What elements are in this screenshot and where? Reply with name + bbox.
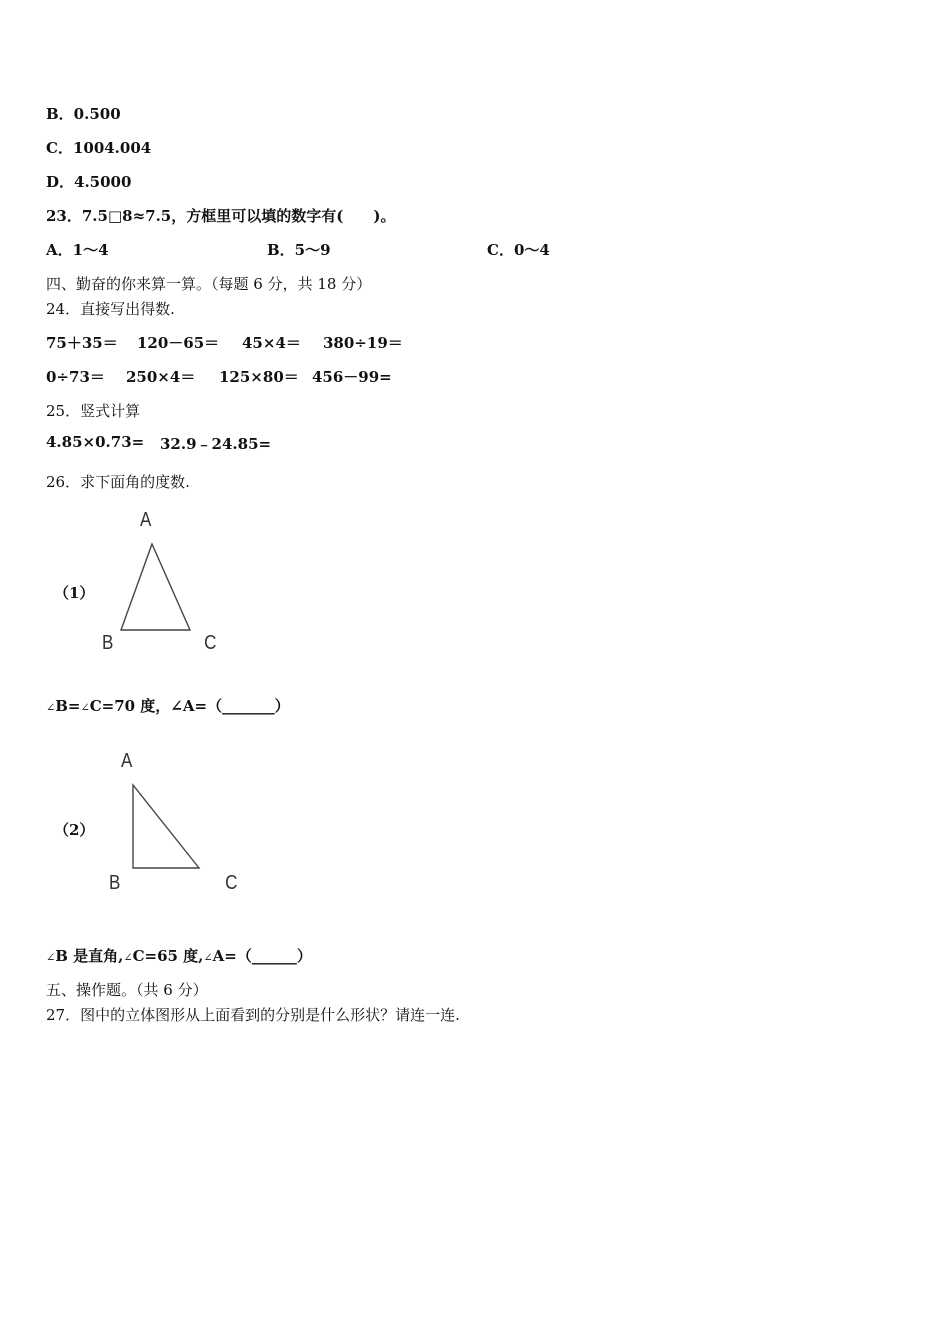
q24-row2-item: 250×4＝ (126, 368, 196, 386)
angle-symbol: ∠ (46, 951, 56, 964)
question-25-stem: 25．竖式计算 (46, 402, 141, 420)
q23-option-c: C．0～4 (487, 241, 550, 259)
q26-part2-answer (46, 945, 312, 966)
q24-row1-item: 120－65＝ (137, 334, 220, 352)
angle-c-text: C=65 度, (132, 947, 204, 965)
section-5-heading: 五、操作题。（共 6 分） (46, 981, 208, 999)
q24-row1-item: 380÷19＝ (323, 334, 403, 352)
angle-a-blank: A=（______） (212, 947, 312, 965)
option-c: C．1004.004 (46, 139, 152, 157)
angle-symbol: ∠ (123, 951, 133, 964)
angle-symbol: ∠ (203, 951, 213, 964)
question-23-stem: 23．7.5□8≈7.5，方框里可以填的数字有( )。 (46, 207, 396, 225)
option-d: D．4.5000 (46, 173, 132, 191)
triangle-shape (133, 785, 199, 868)
vertex-c-label: C (225, 872, 238, 894)
q25-item: 32.9﹣24.85= (160, 435, 272, 453)
vertex-a-label: A (121, 750, 133, 772)
q24-row2-item: 125×80＝ (219, 368, 299, 386)
option-b: B．0.500 (46, 105, 121, 123)
vertex-a-label: A (140, 509, 152, 531)
question-27-stem: 27．图中的立体图形从上面看到的分别是什么形状？请连一连. (46, 1006, 460, 1024)
q26-part1-answer (46, 695, 290, 716)
q25-item: 4.85×0.73= (46, 433, 145, 451)
section-4-heading: 四、勤奋的你来算一算。（每题 6 分，共 18 分） (46, 275, 372, 293)
vertex-c-label: C (204, 632, 217, 654)
vertex-b-label: B (102, 632, 114, 654)
q26-part2-label: （2） (54, 821, 95, 839)
q26-part1-label: （1） (54, 584, 95, 602)
question-26-stem: 26．求下面角的度数. (46, 473, 190, 491)
q24-row2-item: 456－99= (312, 368, 392, 386)
angle-c-text: C=70 度， (89, 697, 171, 715)
q24-row2-item: 0÷73＝ (46, 368, 105, 386)
angle-symbol: ∠ (46, 701, 56, 714)
q24-row1-item: 75＋35＝ (46, 334, 118, 352)
angle-b-text: B= (55, 697, 81, 715)
question-24-stem: 24．直接写出得数. (46, 300, 175, 318)
q24-row1-item: 45×4＝ (242, 334, 301, 352)
vertex-b-label: B (109, 872, 121, 894)
angle-b-text: B 是直角, (55, 947, 124, 965)
q23-option-a: A．1～4 (46, 241, 109, 259)
triangle-shape (121, 544, 190, 630)
angle-a-blank: ∠A=（_______） (170, 697, 290, 715)
q23-option-b: B．5～9 (267, 241, 331, 259)
angle-symbol: ∠ (80, 701, 90, 714)
